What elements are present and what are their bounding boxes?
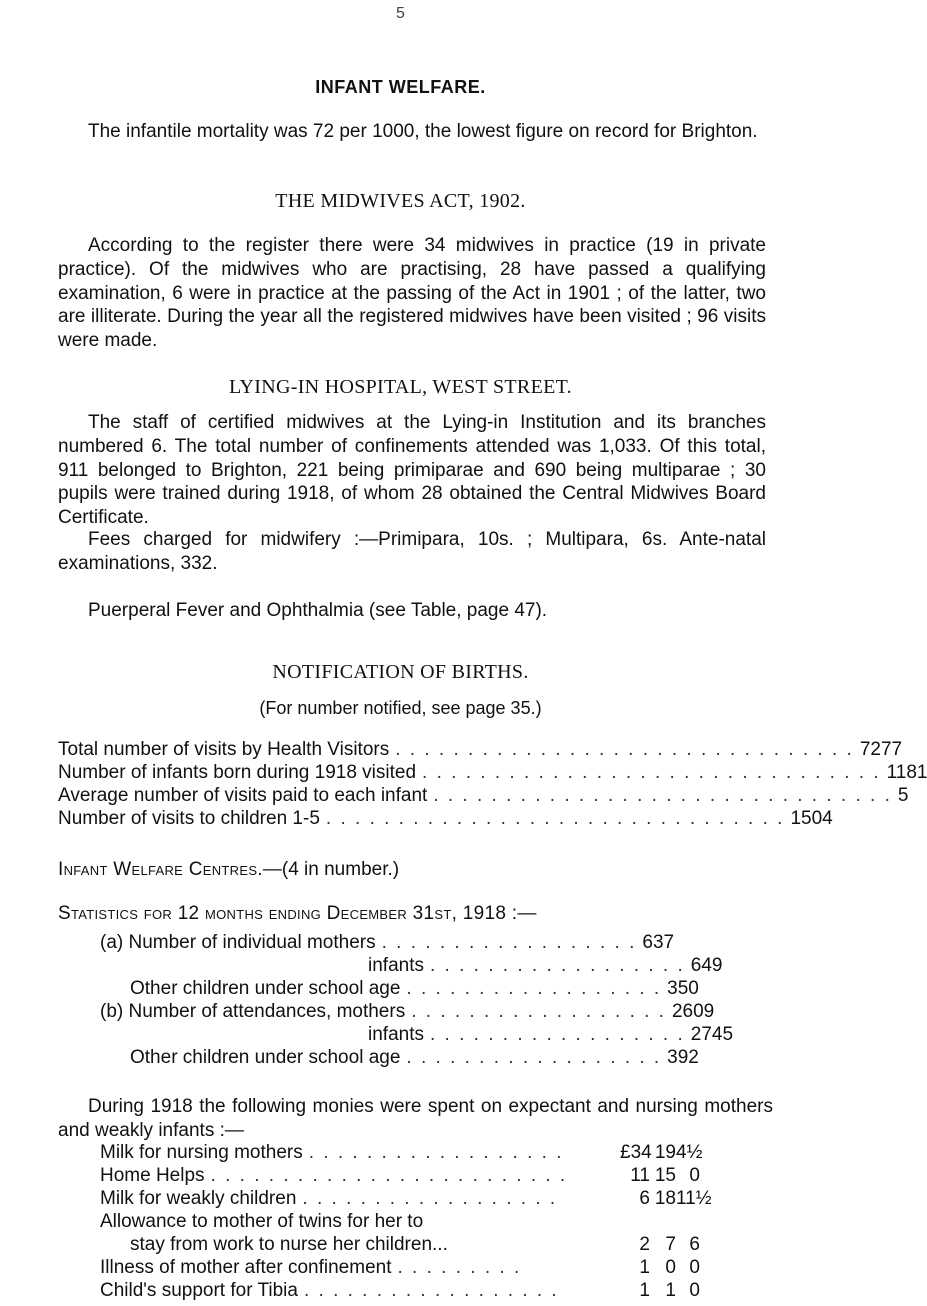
statistics-row	[130, 1046, 699, 1070]
lying-in-paragraph: The staff of certified midwives at the Lying-in Institution and its branches numbered 6. The total number of confinements attended was 1,033. Of this total, 911 belonged to Brighton, 221 being primiparae and 690 being multiparae ; 30 pupils were trained during 1918, of whom 28 obtained the Central Midwives Board Certificate.	[58, 412, 766, 528]
row-label: Number of infants born during 1918 visited	[58, 762, 417, 783]
lying-in-heading: LYING-IN HOSPITAL, WEST STREET.	[229, 376, 572, 398]
statistics-heading: Statistics for 12 months ending December 31st, 1918 :—	[58, 903, 537, 924]
monies-row-label: Allowance to mother of twins for her to	[100, 1211, 424, 1232]
statistics-row	[100, 1000, 715, 1024]
notification-row	[58, 784, 909, 808]
dot-leader: . . . . . . . . .	[397, 1257, 522, 1278]
statistics-row	[130, 977, 699, 1001]
amount-shillings: 7	[665, 1234, 676, 1255]
row-value: 7277	[859, 739, 903, 760]
amount-pounds: 1	[639, 1280, 650, 1301]
row-value: 392	[667, 1047, 699, 1068]
dot-leader: . . . . . . . . . . . . . . . . . . . . . . . . . . . . . . . .	[395, 739, 854, 760]
monies-amount	[620, 1187, 712, 1211]
row-label: Milk for nursing mothers	[100, 1142, 303, 1163]
centres-heading: Infant Welfare Centres.	[58, 859, 263, 880]
row-label: Other children under school age	[130, 978, 401, 999]
row-value: 2745	[690, 1024, 734, 1045]
notification-heading: NOTIFICATION OF BIRTHS.	[272, 661, 529, 683]
amount-pounds: 6	[639, 1188, 650, 1209]
page-title: INFANT WELFARE.	[315, 77, 486, 97]
dot-leader: . . . . . . . . . . . . . . . . . .	[411, 1001, 666, 1022]
midwives-act-paragraph: According to the register there were 34 midwives in practice (19 in private practice). Of the midwives who are practising, 28 have passed a qualifying examination, 6 were in practice at the passing of the Act in 1901 ; of the latter, two are illiterate. During the year all the registered midwives have been visited ; 96 visits were made.	[58, 235, 766, 351]
dot-leader: . . . . . . . . . . . . . . . . . .	[406, 1047, 662, 1068]
dot-leader: . . . . . . . . . . . . . . . . . .	[381, 932, 637, 953]
notification-row	[58, 807, 833, 831]
notification-subheading: (For number notified, see page 35.)	[259, 698, 542, 718]
monies-amount	[620, 1141, 703, 1165]
row-label: (a) Number of individual mothers	[100, 932, 376, 953]
notification-row	[58, 761, 927, 785]
monies-amount	[620, 1256, 700, 1280]
dot-leader: . . . . . . . . . . . . . . . . . .	[303, 1280, 559, 1301]
row-label: Average number of visits paid to each infant	[58, 785, 428, 806]
row-value: 2609	[671, 1001, 715, 1022]
row-label: (b) Number of attendances, mothers	[100, 1001, 406, 1022]
monies-amount	[620, 1233, 700, 1257]
fees-paragraph: Fees charged for midwifery :—Primipara, 10s. ; Multipara, 6s. Ante-natal examinations, 332.	[58, 529, 766, 574]
amount-pence: 11½	[676, 1188, 712, 1209]
statistics-row	[368, 1023, 734, 1047]
dot-leader: . . . . . . . . . . . . . . . . . . . . . . . . . . . . . . . .	[325, 808, 785, 829]
row-value: 1504	[790, 808, 833, 829]
row-label: Total number of visits by Health Visitors	[58, 739, 390, 760]
monies-row-label: stay from work to nurse her children...	[130, 1234, 448, 1255]
row-value: 637	[642, 932, 675, 953]
row-label: Other children under school age	[130, 1047, 401, 1068]
row-value: 350	[667, 978, 699, 999]
row-label: Home Helps	[100, 1165, 205, 1186]
dot-leader: . . . . . . . . . . . . . . . . . . . . . . . . . . . . . . . .	[433, 785, 892, 806]
centres-heading-line	[58, 858, 399, 882]
amount-shillings: 0	[665, 1257, 676, 1278]
amount-shillings: 19	[654, 1142, 676, 1163]
dot-leader: . . . . . . . . . . . . . . . . . .	[302, 1188, 558, 1209]
statistics-row	[368, 954, 723, 978]
row-label: infants	[368, 955, 424, 976]
midwives-act-heading: THE MIDWIVES ACT, 1902.	[275, 190, 526, 212]
row-value: 649	[690, 955, 723, 976]
row-value: 5	[897, 785, 909, 806]
amount-shillings: 1	[665, 1280, 676, 1301]
amount-pence: 0	[689, 1257, 700, 1278]
amount-pounds: £34	[620, 1142, 652, 1163]
dot-leader: . . . . . . . . . . . . . . . . . . . . . . . . . . . . . . . .	[422, 762, 881, 783]
amount-pence: 0	[689, 1165, 700, 1186]
monies-amount	[620, 1279, 700, 1303]
row-label: Number of visits to children 1-5	[58, 808, 320, 829]
monies-row	[100, 1187, 600, 1211]
row-label: Illness of mother after confinement	[100, 1257, 392, 1278]
monies-row	[100, 1279, 600, 1303]
amount-shillings: 18	[654, 1188, 676, 1209]
amount-pounds: 1	[639, 1257, 650, 1278]
row-label: Milk for weakly children	[100, 1188, 297, 1209]
monies-intro: During 1918 the following monies were spent on expectant and nursing mothers and weakly infants :—	[58, 1096, 773, 1141]
centres-heading-suffix: —(4 in number.)	[262, 859, 400, 880]
puerperal-paragraph: Puerperal Fever and Ophthalmia (see Table, page 47).	[88, 600, 548, 621]
page-number: 5	[396, 5, 405, 22]
intro-paragraph: The infantile mortality was 72 per 1000, the lowest figure on record for Brighton.	[88, 121, 758, 142]
row-label: infants	[368, 1024, 424, 1045]
amount-pounds: 2	[639, 1234, 650, 1255]
notification-row	[58, 738, 903, 762]
monies-row	[100, 1256, 600, 1280]
dot-leader: . . . . . . . . . . . . . . . . . .	[429, 955, 685, 976]
amount-pence: 0	[689, 1280, 700, 1301]
dot-leader: . . . . . . . . . . . . . . . . . . . . . . . . .	[210, 1165, 568, 1186]
amount-pence: 4½	[676, 1142, 703, 1163]
dot-leader: . . . . . . . . . . . . . . . . . .	[429, 1024, 685, 1045]
statistics-row	[100, 931, 675, 955]
monies-amount	[620, 1164, 700, 1188]
row-label: Child's support for Tibia	[100, 1280, 298, 1301]
row-value: 1181	[886, 762, 927, 783]
amount-pounds: 11	[630, 1165, 650, 1186]
monies-row	[100, 1141, 600, 1165]
amount-pence: 6	[689, 1234, 700, 1255]
monies-row	[100, 1164, 600, 1188]
dot-leader: . . . . . . . . . . . . . . . . . .	[308, 1142, 564, 1163]
amount-shillings: 15	[654, 1165, 676, 1186]
dot-leader: . . . . . . . . . . . . . . . . . .	[406, 978, 662, 999]
